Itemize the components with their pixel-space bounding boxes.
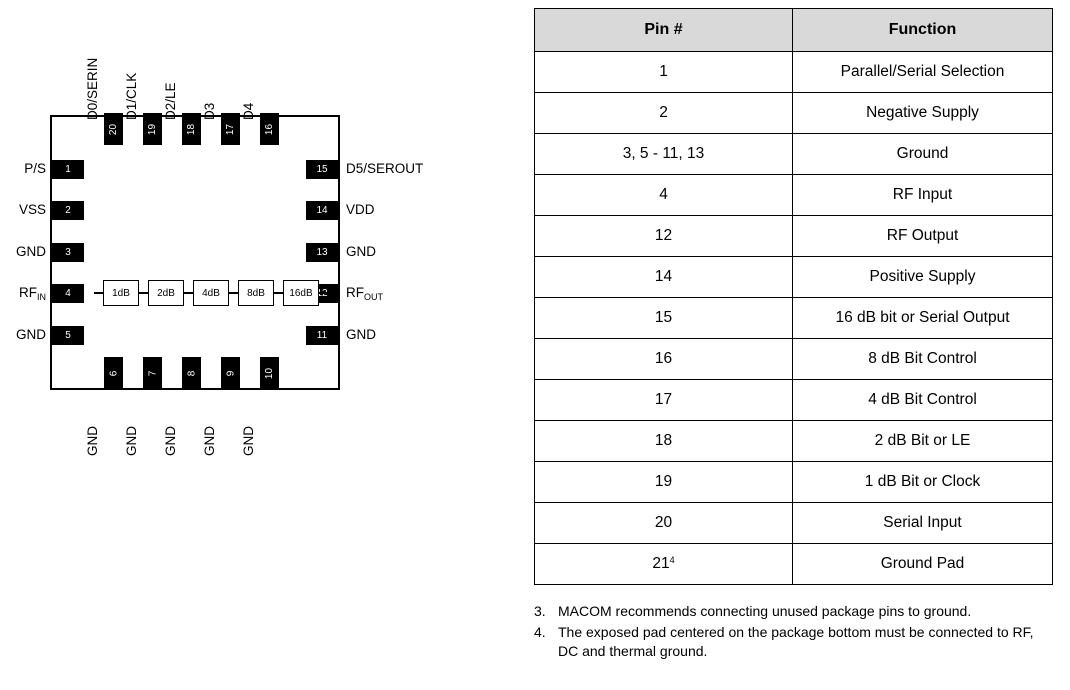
table-row bbox=[535, 134, 1053, 175]
table-row bbox=[535, 544, 1053, 585]
pin-pad-3 bbox=[52, 243, 84, 262]
pin-number-2: 2 bbox=[65, 205, 71, 216]
table-header-row bbox=[535, 9, 1053, 52]
pin-number-7: 7 bbox=[147, 370, 158, 376]
pin-pad-13 bbox=[306, 243, 338, 262]
cell-function: 16 dB bit or Serial Output bbox=[793, 298, 1053, 339]
attenuator-chain bbox=[94, 279, 328, 307]
table-row bbox=[535, 257, 1053, 298]
pin-number-20: 20 bbox=[108, 123, 119, 135]
table-row bbox=[535, 52, 1053, 93]
pin-number-19: 19 bbox=[147, 123, 158, 135]
package-pinout-diagram bbox=[0, 0, 520, 690]
pin-label-16: D4 bbox=[241, 102, 256, 120]
pin-pad-18 bbox=[182, 113, 201, 145]
atten-stage-4db: 4dB bbox=[193, 280, 229, 306]
atten-stage-1db: 1dB bbox=[103, 280, 139, 306]
cell-function: 8 dB Bit Control bbox=[793, 339, 1053, 380]
cell-pin: 15 bbox=[535, 298, 793, 339]
column-header-pin: Pin # bbox=[535, 9, 793, 52]
cell-pin: 3, 5 - 11, 13 bbox=[535, 134, 793, 175]
cell-pin: 2 bbox=[535, 93, 793, 134]
pin-number-6: 6 bbox=[108, 370, 119, 376]
pin-label-3: GND bbox=[16, 244, 46, 259]
pin-number-14: 14 bbox=[316, 205, 328, 216]
pin-function-table-container bbox=[534, 8, 1054, 585]
cell-pin: 12 bbox=[535, 216, 793, 257]
pin-label-2: VSS bbox=[18, 202, 46, 217]
cell-function: Ground bbox=[793, 134, 1053, 175]
cell-function: Serial Input bbox=[793, 503, 1053, 544]
footnote-4-text: The exposed pad centered on the package bottom must be connected to RF, DC and thermal ground. bbox=[558, 623, 1034, 659]
pin-label-4: $RF_{IN}$ bbox=[19, 285, 46, 302]
pin-number-10: 10 bbox=[264, 367, 275, 379]
pin-pad-9 bbox=[221, 357, 240, 389]
pin-label-9: GND bbox=[202, 426, 217, 456]
atten-link bbox=[184, 292, 193, 294]
pin-pad-10 bbox=[260, 357, 279, 389]
table-row bbox=[535, 462, 1053, 503]
cell-function: Positive Supply bbox=[793, 257, 1053, 298]
table-row bbox=[535, 421, 1053, 462]
pin-pad-7 bbox=[143, 357, 162, 389]
pin-pad-19 bbox=[143, 113, 162, 145]
pin-pad-20 bbox=[104, 113, 123, 145]
pin-label-19: D1/CLK bbox=[124, 72, 139, 120]
cell-function: 2 dB Bit or LE bbox=[793, 421, 1053, 462]
pin-label-13: GND bbox=[346, 244, 376, 259]
table-row bbox=[535, 175, 1053, 216]
pin-label-14: VDD bbox=[346, 202, 375, 217]
cell-function: 1 dB Bit or Clock bbox=[793, 462, 1053, 503]
atten-stage-8db: 8dB bbox=[238, 280, 274, 306]
table-row bbox=[535, 216, 1053, 257]
pin-number-16: 16 bbox=[264, 123, 275, 135]
pin-pad-5 bbox=[52, 326, 84, 345]
pin-pad-4 bbox=[52, 284, 84, 303]
atten-stage-2db: 2dB bbox=[148, 280, 184, 306]
pin-number-18: 18 bbox=[186, 123, 197, 135]
footnote-4-number: 4. bbox=[534, 623, 546, 640]
footnote-4 bbox=[534, 623, 1054, 661]
footnote-3-text: MACOM recommends connecting unused package pins to ground. bbox=[558, 603, 972, 619]
atten-link bbox=[274, 292, 283, 294]
footnotes bbox=[534, 602, 1054, 663]
pin-pad-8 bbox=[182, 357, 201, 389]
table-row bbox=[535, 380, 1053, 421]
table-row bbox=[535, 298, 1053, 339]
pin-function-table bbox=[534, 8, 1053, 585]
pin-label-15: D5/SEROUT bbox=[346, 161, 424, 176]
pin-pad-6 bbox=[104, 357, 123, 389]
footnote-3 bbox=[534, 602, 1054, 621]
pin-number-3: 3 bbox=[65, 247, 71, 258]
pin-pad-2 bbox=[52, 201, 84, 220]
cell-pin: 19 bbox=[535, 462, 793, 503]
footnote-marker: 4 bbox=[669, 555, 675, 565]
cell-pin: 18 bbox=[535, 421, 793, 462]
pin-pad-11 bbox=[306, 326, 338, 345]
pin-label-12: $RF_{OUT}$ bbox=[346, 285, 383, 302]
pin-label-5: GND bbox=[16, 327, 46, 342]
atten-stage-16db: 16dB bbox=[283, 280, 319, 306]
cell-function: RF Input bbox=[793, 175, 1053, 216]
atten-link bbox=[229, 292, 238, 294]
atten-link bbox=[319, 292, 328, 294]
pin-label-11: GND bbox=[346, 327, 376, 342]
cell-function: Negative Supply bbox=[793, 93, 1053, 134]
cell-pin: 16 bbox=[535, 339, 793, 380]
pin-number-5: 5 bbox=[65, 330, 71, 341]
pin-label-18: D2/LE bbox=[163, 82, 178, 120]
atten-link bbox=[139, 292, 148, 294]
table-row bbox=[535, 503, 1053, 544]
cell-function: 4 dB Bit Control bbox=[793, 380, 1053, 421]
pin-label-17: D3 bbox=[202, 102, 217, 120]
pin-label-7: GND bbox=[124, 426, 139, 456]
pin-number-1: 1 bbox=[65, 164, 71, 175]
pin-label-8: GND bbox=[163, 426, 178, 456]
table-row bbox=[535, 93, 1053, 134]
pin-pad-15 bbox=[306, 160, 338, 179]
cell-pin: 1 bbox=[535, 52, 793, 93]
cell-pin: 20 bbox=[535, 503, 793, 544]
cell-function: RF Output bbox=[793, 216, 1053, 257]
pin-number-13: 13 bbox=[316, 247, 328, 258]
atten-link bbox=[94, 292, 103, 294]
cell-pin: 4 bbox=[535, 175, 793, 216]
pin-pad-14 bbox=[306, 201, 338, 220]
pin-pad-17 bbox=[221, 113, 240, 145]
cell-function: Ground Pad bbox=[793, 544, 1053, 585]
pin-label-20: D0/SERIN bbox=[85, 57, 100, 120]
pin-pad-1 bbox=[52, 160, 84, 179]
pin-label-6: GND bbox=[85, 426, 100, 456]
pin-pad-16 bbox=[260, 113, 279, 145]
cell-pin: 17 bbox=[535, 380, 793, 421]
pin-number-9: 9 bbox=[225, 370, 236, 376]
chip-body-outline bbox=[50, 115, 340, 390]
table-row bbox=[535, 339, 1053, 380]
cell-pin-value: 21 bbox=[652, 555, 670, 572]
pin-number-4: 4 bbox=[65, 288, 71, 299]
pin-label-10: GND bbox=[241, 426, 256, 456]
pin-number-15: 15 bbox=[316, 164, 328, 175]
pin-number-11: 11 bbox=[316, 330, 328, 341]
pin-number-8: 8 bbox=[186, 370, 197, 376]
pin-label-1: P/S bbox=[24, 161, 46, 176]
pin-number-17: 17 bbox=[225, 123, 236, 135]
footnote-3-number: 3. bbox=[534, 603, 546, 619]
cell-pin: 14 bbox=[535, 257, 793, 298]
column-header-function: Function bbox=[793, 9, 1053, 52]
cell-pin bbox=[535, 544, 793, 585]
cell-function: Parallel/Serial Selection bbox=[793, 52, 1053, 93]
